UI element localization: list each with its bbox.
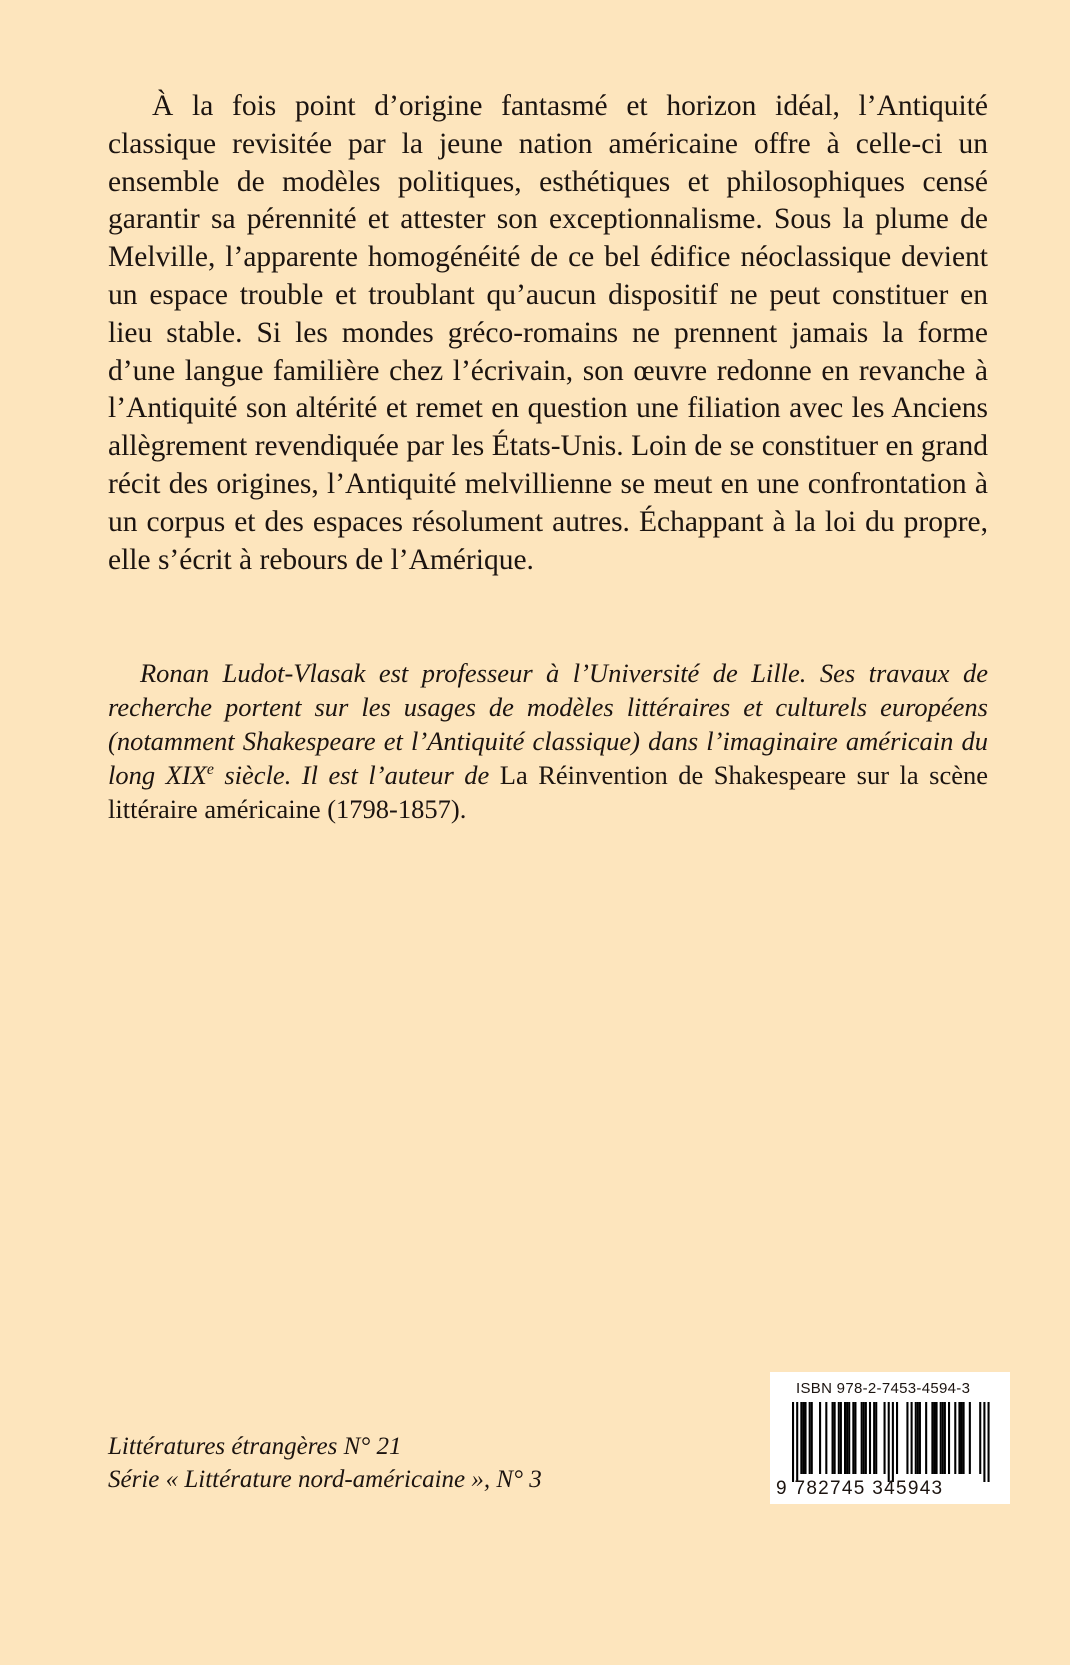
barcode-bar — [800, 1402, 802, 1474]
ean-digits: 9 782745 345943 — [776, 1478, 944, 1499]
barcode-bar — [819, 1402, 821, 1474]
collection-line: Littératures étrangères N° 21 — [108, 1433, 402, 1460]
barcode-bar — [796, 1402, 798, 1482]
barcode-bar — [869, 1402, 871, 1474]
barcode-bar — [969, 1402, 971, 1474]
barcode-bar — [906, 1402, 908, 1474]
barcode-bar — [792, 1402, 794, 1482]
barcode-bar — [911, 1402, 913, 1474]
barcode-bar — [848, 1402, 850, 1474]
barcode-bar — [873, 1402, 875, 1474]
barcode-bar — [963, 1402, 965, 1474]
barcode-bar — [861, 1402, 863, 1474]
barcode-bar — [834, 1402, 836, 1474]
barcode-bar — [933, 1402, 935, 1474]
barcode-bar — [940, 1402, 942, 1474]
barcode-bar — [931, 1402, 933, 1474]
barcode-bar — [804, 1402, 806, 1474]
barcode-bar — [954, 1402, 956, 1474]
barcode-bar — [896, 1402, 898, 1474]
barcode-bar — [846, 1402, 848, 1474]
isbn-label: ISBN 978-2-7453-4594-3 — [796, 1380, 971, 1397]
back-cover-summary: À la fois point d’origine fantasmé et horizon idéal, l’Antiquité classique revisitée par la jeune nation américaine offre à celle-ci un ensemble de modèles politiques, esthétiques et philosophiques censé garantir sa pérennité et attester son exceptionnalisme. Sous la plume de Melville, l’apparente homogénéité de ce bel édifice néoclassique devient un espace trouble et troublant qu’aucun dispositif ne peut constituer en lieu stable. Si les mondes gréco-romains ne prennent jamais la forme d’une langue familière chez l’écrivain, son œuvre redonne en revanche à l’Antiquité son altérité et remet en question une filiation avec les Anciens allègrement revendiquée par les États-Unis. Loin de se constituer en grand récit des origines, l’Antiquité melvillienne se meut en une confrontation à un corpus et des espaces résolument autres. Échappant à la loi du propre, elle s’écrit à rebours de l’Amérique. — [108, 90, 988, 576]
barcode-bar — [979, 1402, 981, 1474]
barcode-bar — [936, 1402, 938, 1474]
barcode-bar — [884, 1402, 886, 1474]
barcode-bar — [852, 1402, 854, 1474]
barcode-bar — [809, 1402, 811, 1474]
barcode-bar — [840, 1402, 842, 1474]
barcode-bar — [888, 1402, 890, 1482]
barcode-bar — [854, 1402, 856, 1474]
barcode-bar — [802, 1402, 804, 1474]
barcode-bar — [948, 1402, 950, 1474]
author-bio-text: Ronan Ludot-Vlasak est professeur à l’Université de Lille. Ses travaux de recherche portent sur les usages de modèles littéraires et culturels européens (notamment Shakespeare et l’Antiquité classique) dans l’imaginaire américain du long XIXe siècle. Il est l’auteur de — [108, 658, 988, 790]
series-info — [108, 1430, 542, 1496]
barcode-bar — [825, 1402, 827, 1474]
barcode-bar — [983, 1402, 985, 1482]
barcode-bar — [811, 1402, 813, 1474]
barcode-bar — [832, 1402, 834, 1474]
author-bio — [108, 656, 988, 826]
barcode-bar — [865, 1402, 867, 1474]
barcode-bar — [892, 1402, 894, 1482]
barcode-bar — [844, 1402, 846, 1474]
book-title: La Réinvention de Shakespeare sur la scène littéraire américaine (1798-1857). — [108, 760, 989, 824]
barcode-bar — [917, 1402, 919, 1474]
barcode-bar — [925, 1402, 927, 1474]
barcode-bar — [838, 1402, 840, 1474]
barcode-bar — [944, 1402, 946, 1474]
barcode-bar — [960, 1402, 962, 1474]
barcode-bar — [875, 1402, 877, 1474]
barcode-bar — [915, 1402, 917, 1474]
barcode-bar — [988, 1402, 990, 1482]
barcode-bar — [863, 1402, 865, 1474]
barcode-bar — [919, 1402, 921, 1474]
barcode-bar — [942, 1402, 944, 1474]
barcode-bar — [958, 1402, 960, 1474]
series-line: Série « Littérature nord-américaine », N° 3 — [108, 1466, 542, 1493]
barcode-block — [770, 1372, 1010, 1504]
